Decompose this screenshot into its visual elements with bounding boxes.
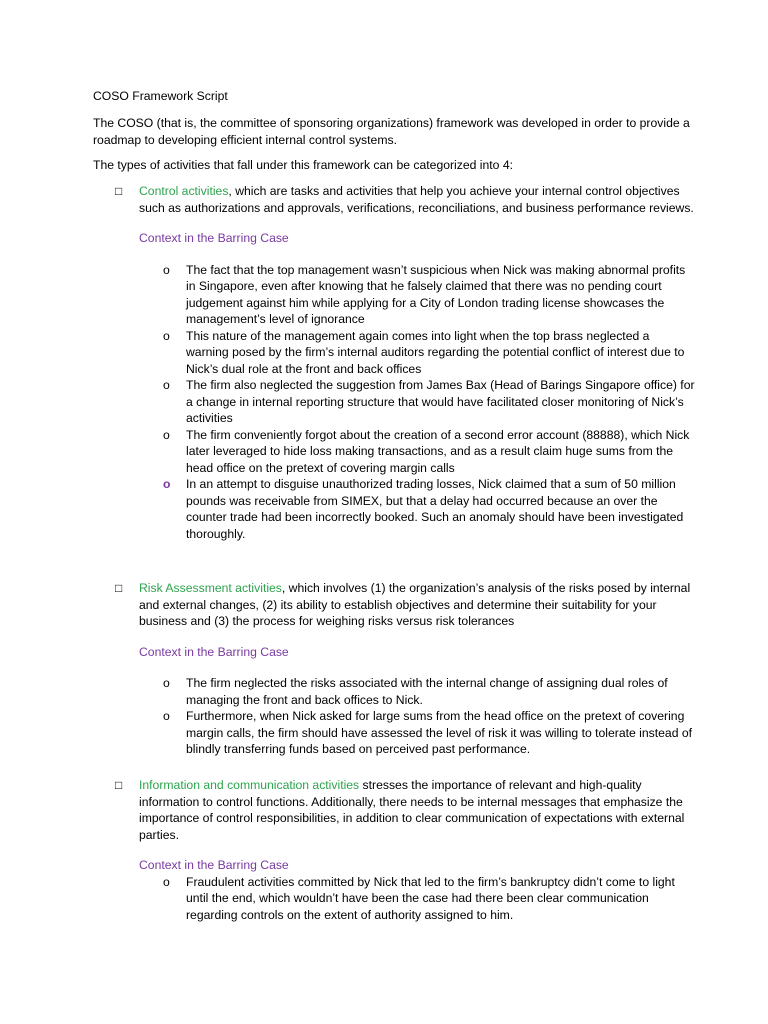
list-item [163,377,695,427]
checkbox-icon: □ [115,778,123,792]
section-body: stresses the importance of relevant and high-quality information to control functions. Additionally, there needs to be internal messages that emphasize the importance of control responsibilities, in addition to clear communication of expectations with external parties. [139,778,685,842]
intro-paragraph: The COSO (that is, the committee of sponsoring organizations) framework was developed in order to provide a roadmap to developing efficient internal control systems. [93,116,690,147]
section-risk-assessment [115,580,695,758]
section-heading: Risk Assessment activities [139,581,282,595]
list-item [163,708,695,758]
section-text [139,183,695,216]
list-item [163,476,695,542]
list-item [163,427,695,477]
bullet-icon: o [163,427,170,442]
bullet-text: The firm neglected the risks associated with the internal change of assigning dual roles of managing the front and back offices to Nick. [186,676,668,707]
bullet-text: Furthermore, when Nick asked for large sums from the head office on the pretext of covering margin calls, the firm should have assessed the level of risk it was willing to tolerate instead of blindly transferring funds based on perceived past performance. [186,709,693,756]
section-heading: Control activities [139,184,229,198]
bullet-text: This nature of the management again comes into light when the top brass neglected a warning posed by the firm’s internal auditors regarding the potential conflict of interest due to Nick’s dual role at the front and back offices [186,328,685,376]
types-paragraph: The types of activities that fall under this framework can be categorized into 4: [93,158,514,172]
section-body: , which are tasks and activities that help you achieve your internal control objectives such as authorizations and approvals, verifications, reconciliations, and business performance reviews. [139,184,694,215]
bullet-icon: o [163,378,170,392]
bullet-icon: o [163,676,170,690]
section-text [139,777,695,843]
bullet-text: The firm also neglected the suggestion from James Bax (Head of Barings Singapore office) for a change in internal reporting structure that would have facilitated closer monitoring of Nick’s activities [186,378,695,425]
list-item [163,675,695,708]
context-heading: Context in the Barring Case [139,858,289,872]
section-heading: Information and communication activities [139,778,360,792]
section-body: , which involves (1) the organization’s analysis of the risks posed by internal and external changes, (2) its ability to establish objectives and determine their suitability for your business and (3) the process for weighing risks versus risk tolerances [139,581,691,628]
list-item [163,874,695,924]
section-text [139,580,695,630]
bullet-icon: o [163,328,170,343]
section-control-activities [115,183,695,542]
list-item [163,262,695,328]
bullet-icon: o [163,477,171,491]
bullet-icon: o [163,709,170,723]
bullet-text: Fraudulent activities committed by Nick that led to the firm’s bankruptcy didn’t come to light until the end, which wouldn’t have been the case had there been clear communication regarding controls on the extent of authority assigned to him. [186,874,675,922]
document-title: COSO Framework Script [93,89,228,103]
section-information-communication [115,777,695,923]
checkbox-icon: □ [115,581,123,595]
context-bullet-list [163,675,695,758]
bullet-icon: o [163,874,170,889]
context-heading: Context in the Barring Case [139,231,289,245]
bullet-icon: o [163,262,170,277]
context-bullet-list [163,262,695,543]
list-item [163,328,695,378]
bullet-text: The firm conveniently forgot about the creation of a second error account (88888), which Nick later leveraged to hide loss making transactions, and as a result claim huge sums from the head office on the pretext of covering margin calls [186,427,690,475]
checkbox-icon: □ [115,184,123,198]
bullet-text: In an attempt to disguise unauthorized trading losses, Nick claimed that a sum of 50 million pounds was receivable from SIMEX, but that a delay had occurred because an over the counter trade had been incorrectly booked. Such an anomaly should have been investigated thoroughly. [186,477,684,541]
context-bullet-list [163,874,695,924]
bullet-text: The fact that the top management wasn’t suspicious when Nick was making abnormal profits in Singapore, even after knowing that he falsely claimed that there was no pending court judgement against him while applying for a City of London trading license showcases the management’s level of ignorance [186,262,686,326]
context-heading: Context in the Barring Case [139,644,289,659]
